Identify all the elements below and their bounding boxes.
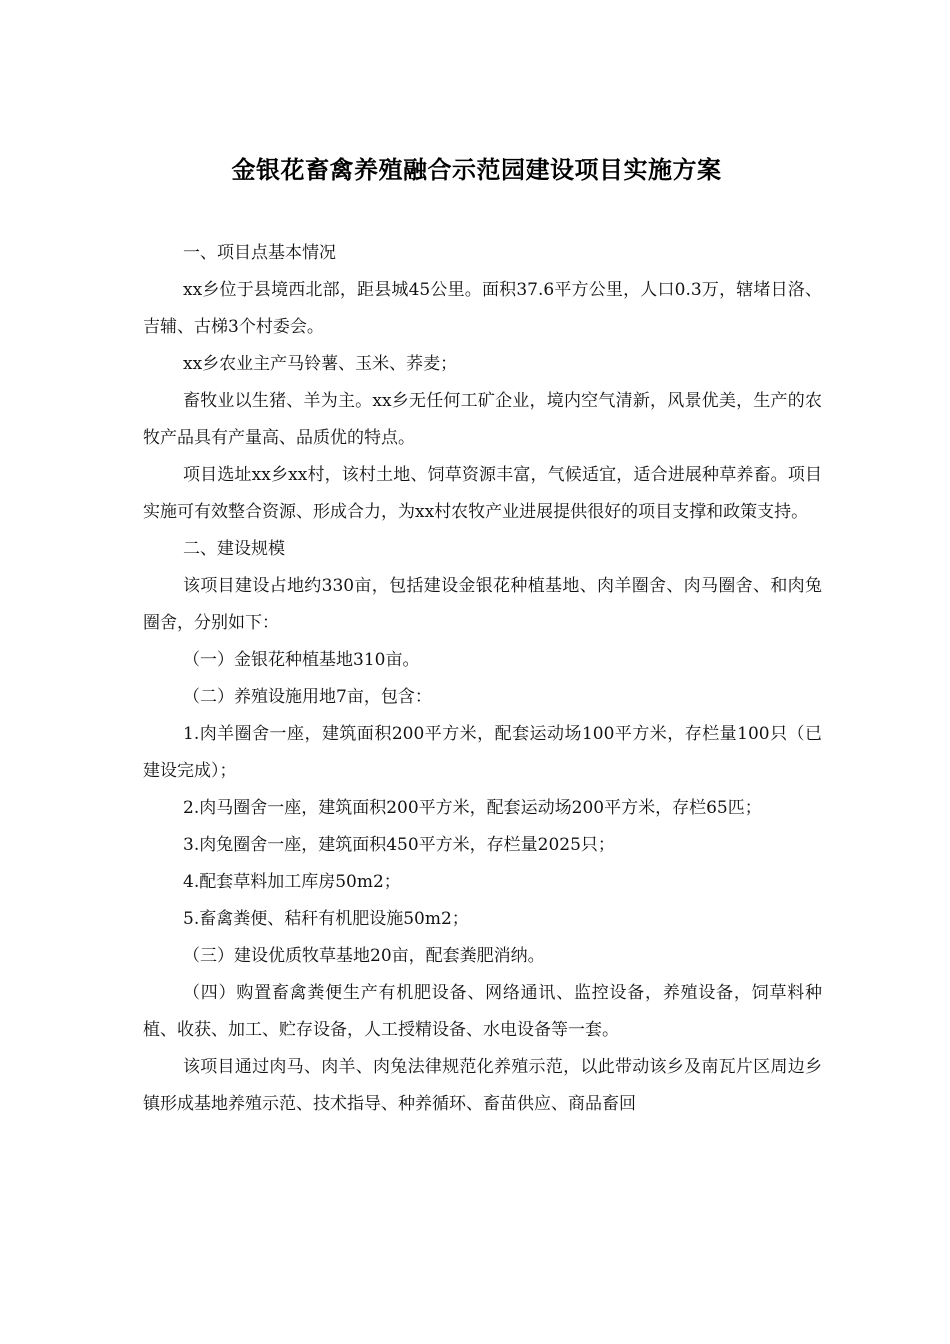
paragraph: 该项目通过肉马、肉羊、肉兔法律规范化养殖示范，以此带动该乡及南瓦片区周边乡镇形成基地养殖示范、技术指导、种养循环、畜苗供应、商品畜回 [143, 1057, 822, 1114]
paragraph: （一）金银花种植基地310亩。 [183, 650, 420, 670]
paragraph: 5.畜禽粪便、秸秆有机肥设施50m2； [183, 909, 469, 929]
paragraph: （二）养殖设施用地7亩，包含： [183, 687, 432, 707]
paragraph: 3.肉兔圈舍一座，建筑面积450平方米，存栏量2025只； [183, 835, 615, 855]
paragraph: 畜牧业以生猪、羊为主。xx乡无任何工矿企业，境内空气清新，风景优美，生产的农牧产品具有产量高、品质优的特点。 [143, 391, 822, 448]
section-heading-basic-info: 一、项目点基本情况 [183, 243, 336, 263]
section-heading-scale: 二、建设规模 [183, 539, 285, 559]
paragraph: （四）购置畜禽粪便生产有机肥设备、网络通讯、监控设备，养殖设备，饲草料种植、收获、加工、贮存设备，人工授精设备、水电设备等一套。 [143, 983, 822, 1040]
paragraph: 1.肉羊圈舍一座，建筑面积200平方米，配套运动场100平方米，存栏量100只（已建设完成）； [143, 724, 822, 781]
paragraph: 4.配套草料加工库房50m2； [183, 872, 401, 892]
paragraph: 该项目建设占地约330亩，包括建设金银花种植基地、肉羊圈舍、肉马圈舍、和肉兔圈舍，分别如下： [143, 576, 822, 633]
paragraph: 2.肉马圈舍一座，建筑面积200平方米，配套运动场200平方米，存栏65匹； [183, 798, 762, 818]
document-body [143, 235, 822, 1123]
paragraph: xx乡农业主产马铃薯、玉米、荞麦； [183, 354, 458, 374]
paragraph: 项目选址xx乡xx村，该村土地、饲草资源丰富，气候适宜，适合进展种草养畜。项目实施可有效整合资源、形成合力，为xx村农牧产业进展提供很好的项目支撑和政策支持。 [143, 465, 822, 522]
paragraph: （三）建设优质牧草基地20亩，配套粪肥消纳。 [183, 946, 545, 966]
document-title: 金银花畜禽养殖融合示范园建设项目实施方案 [231, 156, 722, 184]
paragraph: xx乡位于县境西北部，距县城45公里。面积37.6平方公里，人口0.3万，辖堵日洛、吉辅、古梯3个村委会。 [143, 280, 822, 337]
